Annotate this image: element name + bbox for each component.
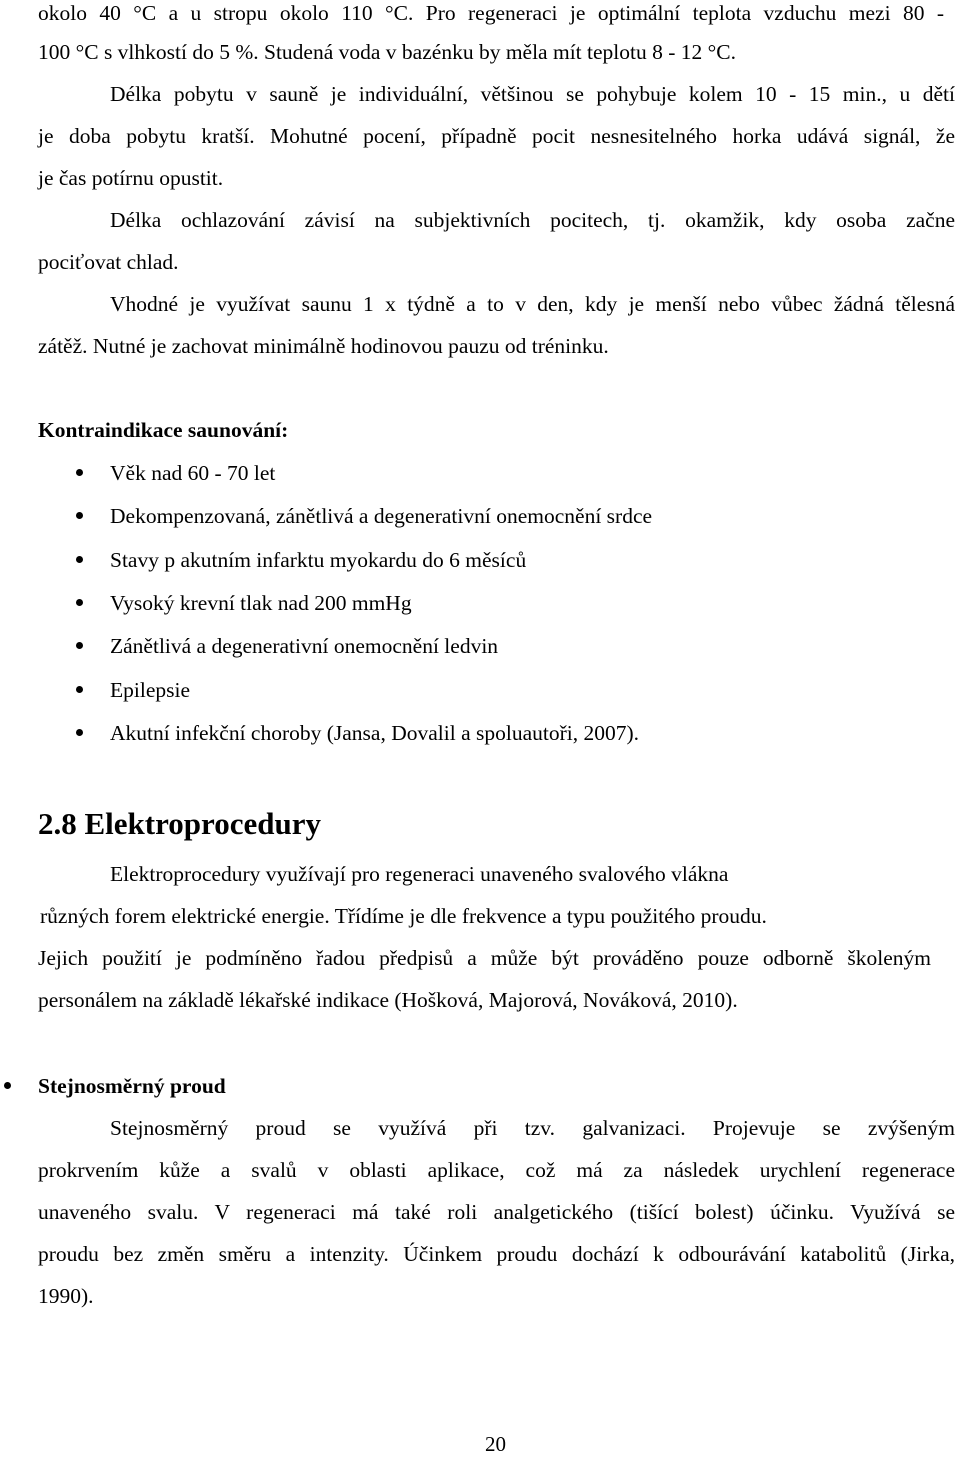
subsection-title: Stejnosměrný proud bbox=[38, 1074, 226, 1098]
list-item: Akutní infekční choroby (Jansa, Dovalil a spoluautoři, 2007). bbox=[110, 721, 640, 745]
body-text-line: zátěž. Nutné je zachovat minimálně hodinovou pauzu od tréninku. bbox=[38, 334, 609, 358]
body-text-line: je doba pobytu kratší. Mohutné pocení, případně pocit nesnesitelného horka udává signál, že bbox=[38, 124, 955, 148]
body-text-line: 1990). bbox=[38, 1284, 94, 1308]
list-item: Věk nad 60 - 70 let bbox=[110, 461, 276, 485]
body-text-line: unaveného svalu. V regeneraci má také roli analgetického (tišící bolest) účinku. Využívá se bbox=[38, 1200, 955, 1224]
bullet-icon bbox=[76, 599, 83, 606]
bullet-icon bbox=[76, 556, 83, 563]
list-item: Stavy p akutním infarktu myokardu do 6 měsíců bbox=[110, 548, 527, 572]
body-text-line: Stejnosměrný proud se využívá při tzv. galvanizaci. Projevuje se zvýšeným bbox=[110, 1116, 955, 1140]
body-text-line: různých forem elektrické energie. Třídíme je dle frekvence a typu použitého proudu. bbox=[40, 904, 767, 928]
body-text-line: okolo 40 °C a u stropu okolo 110 °C. Pro regeneraci je optimální teplota vzduchu mezi 80 - bbox=[38, 1, 944, 25]
bullet-icon bbox=[4, 1082, 11, 1089]
bullet-icon bbox=[76, 729, 83, 736]
body-text-line: pociťovat chlad. bbox=[38, 250, 179, 274]
body-text-line: je čas potírnu opustit. bbox=[38, 166, 224, 190]
body-text-line: personálem na základě lékařské indikace (Hošková, Majorová, Nováková, 2010). bbox=[38, 988, 738, 1012]
page-number: 20 bbox=[485, 1432, 506, 1456]
list-item: Zánětlivá a degenerativní onemocnění ledvin bbox=[110, 634, 499, 658]
body-text-line: 100 °C s vlhkostí do 5 %. Studená voda v bazénku by měla mít teplotu 8 - 12 °C. bbox=[38, 40, 736, 64]
contraindications-title: Kontraindikace saunování: bbox=[38, 418, 289, 442]
bullet-icon bbox=[76, 642, 83, 649]
bullet-icon bbox=[76, 512, 83, 519]
bullet-icon bbox=[76, 686, 83, 693]
body-text-line: prokrvením kůže a svalů v oblasti aplikace, což má za následek urychlení regenerace bbox=[38, 1158, 955, 1182]
body-text-line: Elektroprocedury využívají pro regeneraci unaveného svalového vlákna bbox=[110, 862, 729, 886]
section-heading: 2.8 Elektroprocedury bbox=[38, 806, 322, 841]
bullet-icon bbox=[76, 469, 83, 476]
list-item: Vysoký krevní tlak nad 200 mmHg bbox=[110, 591, 412, 615]
list-item: Epilepsie bbox=[110, 678, 191, 702]
body-text-line: Jejich použití je podmíněno řadou předpisů a může být prováděno pouze odborně školeným bbox=[38, 946, 931, 970]
body-text-line: Délka pobytu v sauně je individuální, většinou se pohybuje kolem 10 - 15 min., u dětí bbox=[110, 82, 955, 106]
body-text-line: Vhodné je využívat saunu 1 x týdně a to v den, kdy je menší nebo vůbec žádná tělesná bbox=[110, 292, 955, 316]
list-item: Dekompenzovaná, zánětlivá a degenerativní onemocnění srdce bbox=[110, 504, 653, 528]
body-text-line: Délka ochlazování závisí na subjektivních pocitech, tj. okamžik, kdy osoba začne bbox=[110, 208, 955, 232]
body-text-line: proudu bez změn směru a intenzity. Účinkem proudu dochází k odbourávání katabolitů (Jirka, bbox=[38, 1242, 955, 1266]
